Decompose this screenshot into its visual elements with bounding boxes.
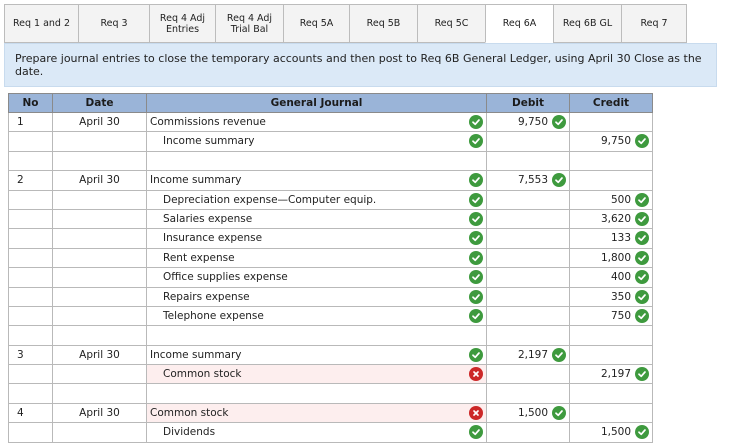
entry-number: 4 <box>9 403 53 422</box>
tab-req-5c[interactable]: Req 5C <box>417 4 485 43</box>
debit-cell[interactable] <box>487 306 570 325</box>
account-name: Dividends <box>163 426 216 439</box>
tab-req-6b-gl[interactable]: Req 6B GL <box>553 4 621 43</box>
empty-cell[interactable] <box>147 151 487 170</box>
credit-amount: 500 <box>610 193 631 206</box>
debit-cell[interactable] <box>487 113 570 132</box>
empty-cell[interactable] <box>53 326 147 345</box>
account-name: Salaries expense <box>163 212 253 225</box>
table-row <box>9 190 653 209</box>
account-cell[interactable] <box>147 248 487 267</box>
check-icon <box>635 425 649 439</box>
debit-cell[interactable] <box>487 365 570 384</box>
header-no: No <box>9 94 53 113</box>
credit-cell[interactable] <box>570 345 653 364</box>
debit-amount: 2,197 <box>517 348 548 361</box>
credit-cell[interactable] <box>570 306 653 325</box>
tab-req-1-and-2[interactable]: Req 1 and 2 <box>4 4 78 43</box>
check-icon <box>469 134 483 148</box>
date-cell[interactable] <box>53 287 147 306</box>
spacer-row <box>9 151 653 170</box>
table-row <box>9 268 653 287</box>
account-cell[interactable] <box>147 365 487 384</box>
account-name: Income summary <box>150 348 242 361</box>
account-name: Income summary <box>150 174 242 187</box>
empty-cell[interactable] <box>53 151 147 170</box>
entry-number <box>9 287 53 306</box>
error-x-icon <box>469 406 483 420</box>
empty-cell[interactable] <box>570 326 653 345</box>
account-name: Repairs expense <box>163 290 250 303</box>
table-row <box>9 132 653 151</box>
empty-cell[interactable] <box>570 384 653 403</box>
check-icon <box>635 367 649 381</box>
date-cell[interactable] <box>53 306 147 325</box>
entry-number <box>9 248 53 267</box>
entry-number <box>9 209 53 228</box>
check-icon <box>469 309 483 323</box>
check-icon <box>469 231 483 245</box>
credit-cell[interactable] <box>570 268 653 287</box>
account-name: Commissions revenue <box>150 116 266 128</box>
table-row <box>9 229 653 248</box>
debit-cell[interactable] <box>487 248 570 267</box>
account-cell[interactable] <box>147 229 487 248</box>
account-cell[interactable] <box>147 268 487 287</box>
empty-cell[interactable] <box>147 326 487 345</box>
date-cell[interactable] <box>53 423 147 442</box>
check-icon <box>635 309 649 323</box>
header-debit: Debit <box>487 94 570 113</box>
check-icon <box>552 115 566 129</box>
tab-req-6a[interactable]: Req 6A <box>485 4 553 43</box>
account-cell[interactable] <box>147 306 487 325</box>
table-row <box>9 248 653 267</box>
check-icon <box>469 270 483 284</box>
entry-number: 1 <box>9 113 53 132</box>
header-general-journal: General Journal <box>147 94 487 113</box>
table-row <box>9 423 653 442</box>
debit-cell[interactable] <box>487 132 570 151</box>
date-cell[interactable]: April 30 <box>53 171 147 190</box>
empty-cell[interactable] <box>9 326 53 345</box>
check-icon <box>552 406 566 420</box>
debit-cell[interactable] <box>487 268 570 287</box>
check-icon <box>635 270 649 284</box>
account-cell[interactable] <box>147 113 487 132</box>
spacer-row <box>9 326 653 345</box>
empty-cell[interactable] <box>9 151 53 170</box>
entry-number <box>9 423 53 442</box>
account-name: Common stock <box>150 406 229 419</box>
entry-number <box>9 132 53 151</box>
credit-cell[interactable] <box>570 190 653 209</box>
date-cell[interactable]: April 30 <box>53 345 147 364</box>
account-name: Depreciation expense—Computer equip. <box>163 193 377 206</box>
table-row <box>9 345 653 364</box>
debit-cell[interactable] <box>487 403 570 422</box>
spacer-row <box>9 384 653 403</box>
credit-amount: 133 <box>610 232 631 245</box>
account-cell[interactable] <box>147 423 487 442</box>
table-row <box>9 113 653 132</box>
date-cell[interactable]: April 30 <box>53 403 147 422</box>
account-name: Common stock <box>163 368 242 381</box>
entry-number: 2 <box>9 171 53 190</box>
check-icon <box>635 193 649 207</box>
tab-req-4-adj-entries[interactable]: Req 4 Adj Entries <box>149 4 215 43</box>
debit-amount: 7,553 <box>517 174 548 187</box>
credit-amount: 400 <box>610 271 631 284</box>
debit-amount: 9,750 <box>517 116 548 128</box>
account-cell[interactable] <box>147 209 487 228</box>
credit-cell[interactable] <box>570 248 653 267</box>
tab-req-5a[interactable]: Req 5A <box>283 4 349 43</box>
check-icon <box>635 212 649 226</box>
credit-cell[interactable] <box>570 113 653 132</box>
check-icon <box>635 290 649 304</box>
entry-number <box>9 306 53 325</box>
check-icon <box>469 173 483 187</box>
account-cell[interactable] <box>147 403 487 422</box>
header-credit: Credit <box>570 94 653 113</box>
error-x-icon <box>469 367 483 381</box>
check-icon <box>469 212 483 226</box>
credit-amount: 1,500 <box>600 426 631 439</box>
credit-cell[interactable] <box>570 132 653 151</box>
check-icon <box>635 231 649 245</box>
credit-cell[interactable] <box>570 229 653 248</box>
tab-req-7[interactable]: Req 7 <box>621 4 687 43</box>
table-row <box>9 403 653 422</box>
check-icon <box>469 193 483 207</box>
date-cell[interactable] <box>53 268 147 287</box>
table-row <box>9 365 653 384</box>
credit-amount: 350 <box>610 290 631 303</box>
empty-cell[interactable] <box>487 151 570 170</box>
account-cell[interactable] <box>147 171 487 190</box>
debit-cell[interactable] <box>487 287 570 306</box>
date-cell[interactable]: April 30 <box>53 113 147 132</box>
entry-number <box>9 365 53 384</box>
account-name: Office supplies expense <box>163 271 288 284</box>
date-cell[interactable] <box>53 190 147 209</box>
empty-cell[interactable] <box>570 151 653 170</box>
account-name: Insurance expense <box>163 232 263 245</box>
table-row <box>9 306 653 325</box>
date-cell[interactable] <box>53 132 147 151</box>
instruction-text: Prepare journal entries to close the temporary accounts and then post to Req 6B General Ledger, using April 30 Close as the date. <box>15 52 702 78</box>
credit-amount: 2,197 <box>600 368 631 381</box>
entry-number <box>9 190 53 209</box>
check-icon <box>469 115 483 129</box>
credit-cell[interactable] <box>570 171 653 190</box>
credit-cell[interactable] <box>570 403 653 422</box>
account-cell[interactable] <box>147 345 487 364</box>
account-name: Telephone expense <box>163 309 264 322</box>
general-journal-table <box>8 93 653 443</box>
header-date: Date <box>53 94 147 113</box>
tab-bar <box>4 4 687 43</box>
date-cell[interactable] <box>53 209 147 228</box>
account-name: Income summary <box>163 135 255 148</box>
debit-cell[interactable] <box>487 345 570 364</box>
tab-req-4-adj-trial-bal[interactable]: Req 4 Adj Trial Bal <box>215 4 283 43</box>
entry-number <box>9 268 53 287</box>
account-cell[interactable] <box>147 132 487 151</box>
table-row <box>9 287 653 306</box>
entry-number <box>9 229 53 248</box>
credit-amount: 9,750 <box>600 135 631 148</box>
tab-req-3[interactable]: Req 3 <box>78 4 149 43</box>
empty-cell[interactable] <box>487 384 570 403</box>
date-cell[interactable] <box>53 248 147 267</box>
check-icon <box>469 251 483 265</box>
credit-cell[interactable] <box>570 365 653 384</box>
account-cell[interactable] <box>147 287 487 306</box>
debit-cell[interactable] <box>487 423 570 442</box>
account-cell[interactable] <box>147 190 487 209</box>
date-cell[interactable] <box>53 229 147 248</box>
debit-cell[interactable] <box>487 209 570 228</box>
instruction-banner <box>4 43 717 87</box>
check-icon <box>469 290 483 304</box>
table-header-row <box>9 94 653 113</box>
check-icon <box>635 251 649 265</box>
check-icon <box>635 134 649 148</box>
credit-amount: 1,800 <box>600 251 631 264</box>
debit-amount: 1,500 <box>517 406 548 419</box>
check-icon <box>469 348 483 362</box>
table-row <box>9 171 653 190</box>
credit-amount: 750 <box>610 309 631 322</box>
entry-number: 3 <box>9 345 53 364</box>
debit-cell[interactable] <box>487 171 570 190</box>
empty-cell[interactable] <box>147 384 487 403</box>
date-cell[interactable] <box>53 365 147 384</box>
tab-req-5b[interactable]: Req 5B <box>349 4 417 43</box>
empty-cell[interactable] <box>487 326 570 345</box>
empty-cell[interactable] <box>53 384 147 403</box>
check-icon <box>552 348 566 362</box>
table-row <box>9 209 653 228</box>
account-name: Rent expense <box>163 251 235 264</box>
credit-amount: 3,620 <box>600 212 631 225</box>
check-icon <box>552 173 566 187</box>
credit-cell[interactable] <box>570 209 653 228</box>
credit-cell[interactable] <box>570 423 653 442</box>
debit-cell[interactable] <box>487 190 570 209</box>
check-icon <box>469 425 483 439</box>
debit-cell[interactable] <box>487 229 570 248</box>
credit-cell[interactable] <box>570 287 653 306</box>
empty-cell[interactable] <box>9 384 53 403</box>
